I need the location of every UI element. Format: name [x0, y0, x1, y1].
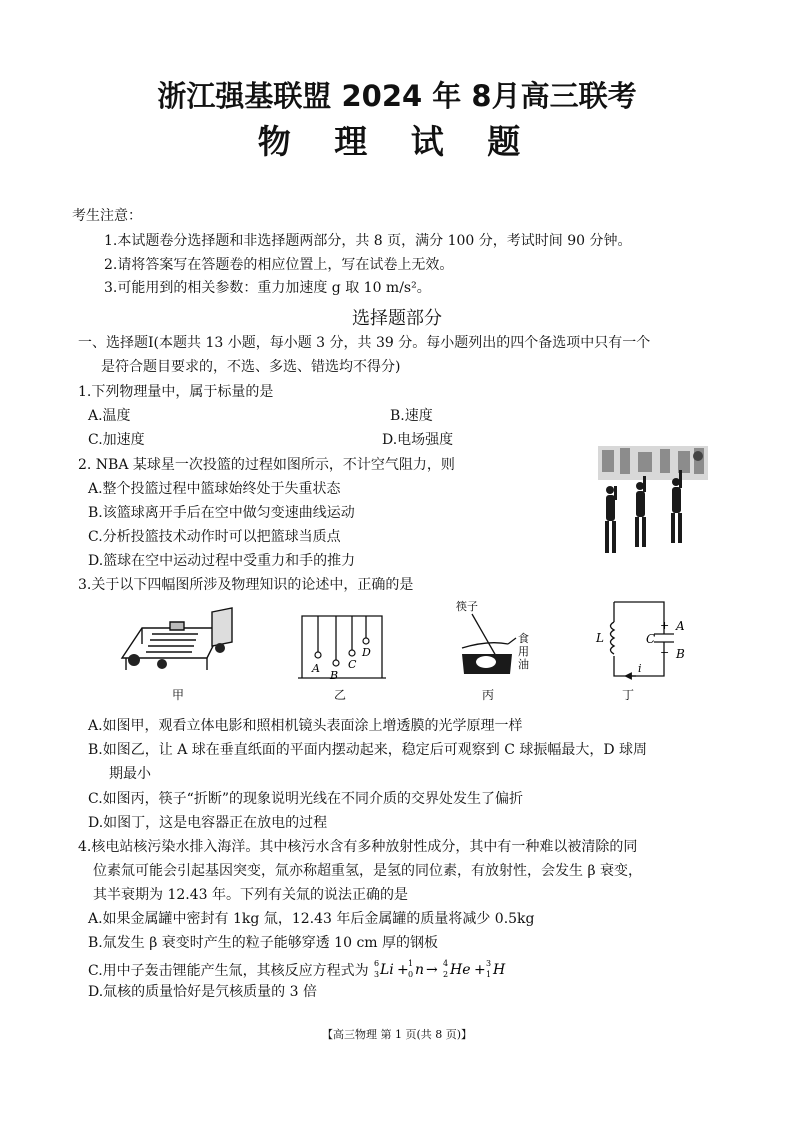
nuclear-equation	[373, 958, 523, 980]
notice-item-2: 2.请将答案写在答题卷的相应位置上，写在试卷上无效。	[104, 257, 454, 273]
q4-option-b: B.氚发生 β 衰变时产生的粒子能够穿透 10 cm 厚的钢板	[88, 935, 439, 951]
figure-label-yi: 乙	[333, 688, 346, 702]
n-mass-number: 1	[408, 959, 414, 968]
q2-option-c: C.分析投篮技术动作时可以把篮球当质点	[88, 529, 341, 545]
q3-option-c: C.如图丙，筷子“折断”的现象说明光线在不同介质的交界处发生了偏折	[88, 791, 523, 807]
oil-label-3: 油	[518, 658, 529, 671]
inductor-label: L	[596, 631, 604, 645]
q1-option-c: C.加速度	[88, 432, 145, 448]
figure-bing-chopstick	[448, 596, 538, 682]
notice-heading: 考生注意：	[72, 208, 142, 224]
plus-sign-2: +	[474, 962, 486, 978]
notice-item-1: 1.本试题卷分选择题和非选择题两部分，共 8 页，满分 100 分，考试时间 90 分钟。	[104, 233, 632, 249]
li-symbol: Li	[380, 962, 394, 978]
capacitor-label: C	[646, 632, 656, 646]
h-atomic-number: 1	[486, 970, 492, 979]
part1-intro-line1: 一、选择题Ⅰ(本题共 13 小题，每小题 3 分，共 39 分。每小题列出的四个备选项中只有一个	[78, 335, 651, 351]
page-footer: 【高三物理 第 1 页(共 8 页)】	[321, 1028, 473, 1041]
pendulum-label-a: A	[312, 662, 320, 675]
q4-option-d: D.氚核的质量恰好是氕核质量的 3 倍	[88, 984, 317, 1000]
q4-option-a: A.如果金属罐中密封有 1kg 氚，12.43 年后金属罐的质量将减少 0.5kg	[88, 911, 535, 927]
q1-option-a: A.温度	[88, 408, 131, 424]
oil-label-1: 食	[518, 632, 529, 645]
plate-label-a: A	[676, 619, 685, 633]
q4-option-c	[88, 958, 523, 980]
figure-label-jia: 甲	[171, 688, 184, 702]
q2-option-a: A.整个投篮过程中篮球始终处于失重状态	[88, 481, 341, 497]
figure-yi-pendulums	[296, 612, 388, 680]
q3-option-a: A.如图甲，观看立体电影和照相机镜头表面涂上增透膜的光学原理一样	[88, 718, 523, 734]
q2-stem: 2. NBA 某球星一次投篮的过程如图所示，不计空气阻力，则	[78, 457, 455, 473]
exam-title: 浙江强基联盟 2024 年 8月高三联考	[157, 79, 637, 113]
n-symbol: n	[415, 962, 425, 978]
pendulum-label-c: C	[348, 658, 357, 671]
he-atomic-number: 2	[443, 970, 449, 979]
figure-label-bing: 丙	[481, 688, 494, 702]
minus-sign: −	[660, 646, 670, 659]
q3-option-b-line1: B.如图乙，让 A 球在垂直纸面的平面内摆动起来，稳定后可观察到 C 球振幅最大，D 球周	[88, 742, 648, 758]
q4-stem-line2: 位素氚可能会引起基因突变，氚亦称超重氢，是氢的同位素，有放射性，会发生 β 衰变，	[93, 863, 642, 879]
plus-sign: +	[660, 619, 670, 632]
q4-option-c-text: C.用中子轰击锂能产生氚，其核反应方程式为	[88, 963, 374, 979]
q4-stem-line1: 4.核电站核污染水排入海洋。其中核污水含有多种放射性成分，其中有一种难以被清除的同	[78, 839, 638, 855]
oil-label-2: 用	[518, 645, 529, 658]
current-label: i	[638, 662, 642, 675]
li-atomic-number: 3	[374, 970, 380, 979]
plate-label-b: B	[676, 647, 685, 661]
section-title: 选择题部分	[352, 308, 442, 329]
he-symbol: He	[450, 962, 471, 978]
q1-option-d: D.电场强度	[382, 432, 454, 448]
q1-stem: 1.下列物理量中，属于标量的是	[78, 384, 274, 400]
pendulum-label-d: D	[362, 646, 371, 659]
figure-jia-projector	[112, 598, 242, 674]
part1-intro-line2: 是符合题目要求的，不选、多选、错选均不得分)	[101, 359, 401, 375]
reaction-arrow: →	[426, 962, 438, 978]
figure-ding-lc-circuit	[592, 596, 696, 682]
q3-option-d: D.如图丁，这是电容器正在放电的过程	[88, 815, 328, 831]
q3-stem: 3.关于以下四幅图所涉及物理知识的论述中，正确的是	[78, 577, 414, 593]
q4-stem-line3: 其半衰期为 12.43 年。下列有关氚的说法正确的是	[93, 887, 408, 903]
plus-sign-1: +	[397, 962, 409, 978]
chopstick-label: 筷子	[456, 600, 478, 613]
basketball-shot-image	[598, 446, 708, 564]
li-mass-number: 6	[374, 959, 380, 968]
pendulum-label-b: B	[330, 669, 339, 680]
exam-subtitle: 物 理 试 题	[257, 122, 537, 161]
q1-option-b: B.速度	[390, 408, 433, 424]
q3-option-b-line2: 期最小	[109, 766, 151, 782]
figure-label-ding: 丁	[621, 688, 634, 702]
h-symbol: H	[493, 962, 506, 978]
notice-item-3: 3.可能用到的相关参数：重力加速度 g 取 10 m/s²。	[104, 280, 431, 296]
n-atomic-number: 0	[408, 970, 414, 979]
he-mass-number: 4	[443, 959, 449, 968]
q2-option-b: B.该篮球离开手后在空中做匀变速曲线运动	[88, 505, 355, 521]
h-mass-number: 3	[486, 959, 492, 968]
q2-option-d: D.篮球在空中运动过程中受重力和手的推力	[88, 553, 356, 569]
